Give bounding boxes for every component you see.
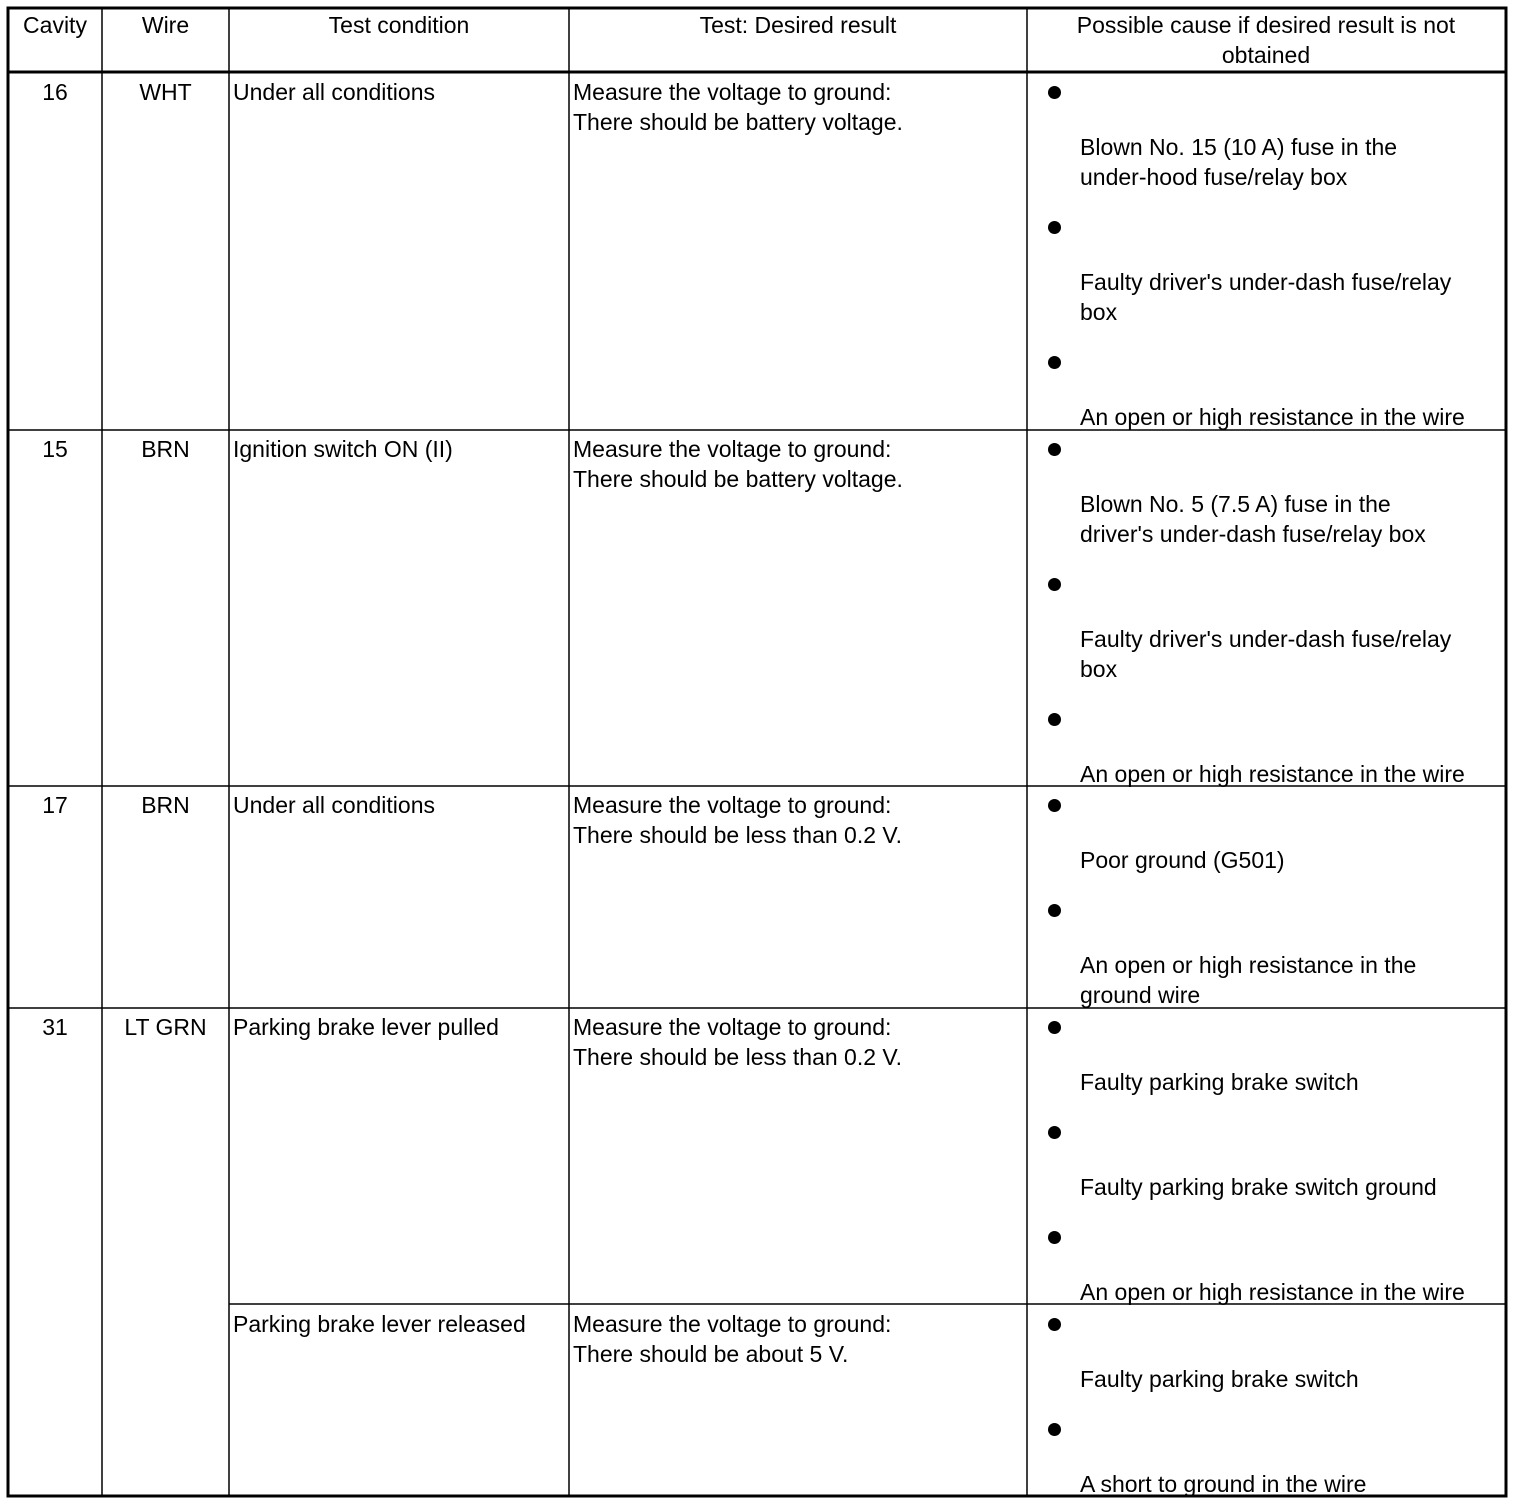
result-line: There should be about 5 V. [573,1341,849,1367]
cause-line: Faulty driver's under-dash fuse/relay [1080,269,1452,295]
bullet-icon [1048,1423,1061,1436]
condition-cell: Parking brake lever pulled [233,1014,499,1040]
cause-line: Faulty driver's under-dash fuse/relay [1080,626,1452,652]
bullet-icon [1048,356,1061,369]
bullet-icon [1048,1126,1061,1139]
result-line: There should be battery voltage. [573,109,903,135]
header-desired-result: Test: Desired result [699,12,897,38]
header-cavity: Cavity [23,12,87,38]
wire-cell: LT GRN [124,1014,207,1040]
bullet-icon [1048,221,1061,234]
cause-line: driver's under-dash fuse/relay box [1080,521,1426,547]
wire-cell: BRN [141,792,190,818]
cause-line: An open or high resistance in the wire [1080,761,1465,787]
bullet-icon [1048,799,1061,812]
cavity-cell: 16 [42,79,68,105]
result-line: Measure the voltage to ground: [573,792,892,818]
condition-cell: Ignition switch ON (II) [233,436,453,462]
cause-line: ground wire [1080,982,1201,1008]
cause-line: box [1080,656,1118,682]
header-wire: Wire [141,12,190,38]
bullet-icon [1048,86,1061,99]
bullet-icon [1048,1231,1061,1244]
cause-line: box [1080,299,1118,325]
cavity-cell: 15 [42,436,68,462]
result-line: Measure the voltage to ground: [573,79,892,105]
cavity-cell: 31 [42,1014,68,1040]
cause-line: A short to ground in the wire [1080,1471,1367,1497]
result-line: There should be less than 0.2 V. [573,822,903,848]
wire-cell: BRN [141,436,190,462]
cause-line: Faulty parking brake switch [1080,1366,1359,1392]
bullet-icon [1048,713,1061,726]
cavity-cell: 17 [42,792,68,818]
cause-line: Faulty parking brake switch [1080,1069,1359,1095]
result-line: There should be battery voltage. [573,466,903,492]
cause-line: Blown No. 5 (7.5 A) fuse in the [1080,491,1391,517]
header-possible-cause: Possible cause if desired result is not obtained [1076,12,1456,68]
header-test-condition: Test condition [328,12,470,38]
wire-cell: WHT [139,79,192,105]
cause-line: Poor ground (G501) [1080,847,1285,873]
condition-cell: Under all conditions [233,792,436,818]
cause-line: An open or high resistance in the [1080,952,1417,978]
cause-line: under-hood fuse/relay box [1080,164,1348,190]
bullet-icon [1048,1021,1061,1034]
cause-line: Blown No. 15 (10 A) fuse in the [1080,134,1398,160]
cause-line: An open or high resistance in the wire [1080,1279,1465,1305]
result-line: There should be less than 0.2 V. [573,1044,903,1070]
cause-line: An open or high resistance in the wire [1080,404,1465,430]
cause-line: Faulty parking brake switch ground [1080,1174,1437,1200]
condition-cell: Parking brake lever released [233,1311,526,1337]
bullet-icon [1048,443,1061,456]
result-line: Measure the voltage to ground: [573,436,892,462]
bullet-icon [1048,578,1061,591]
result-line: Measure the voltage to ground: [573,1311,892,1337]
bullet-icon [1048,904,1061,917]
result-line: Measure the voltage to ground: [573,1014,892,1040]
condition-cell: Under all conditions [233,79,436,105]
bullet-icon [1048,1318,1061,1331]
